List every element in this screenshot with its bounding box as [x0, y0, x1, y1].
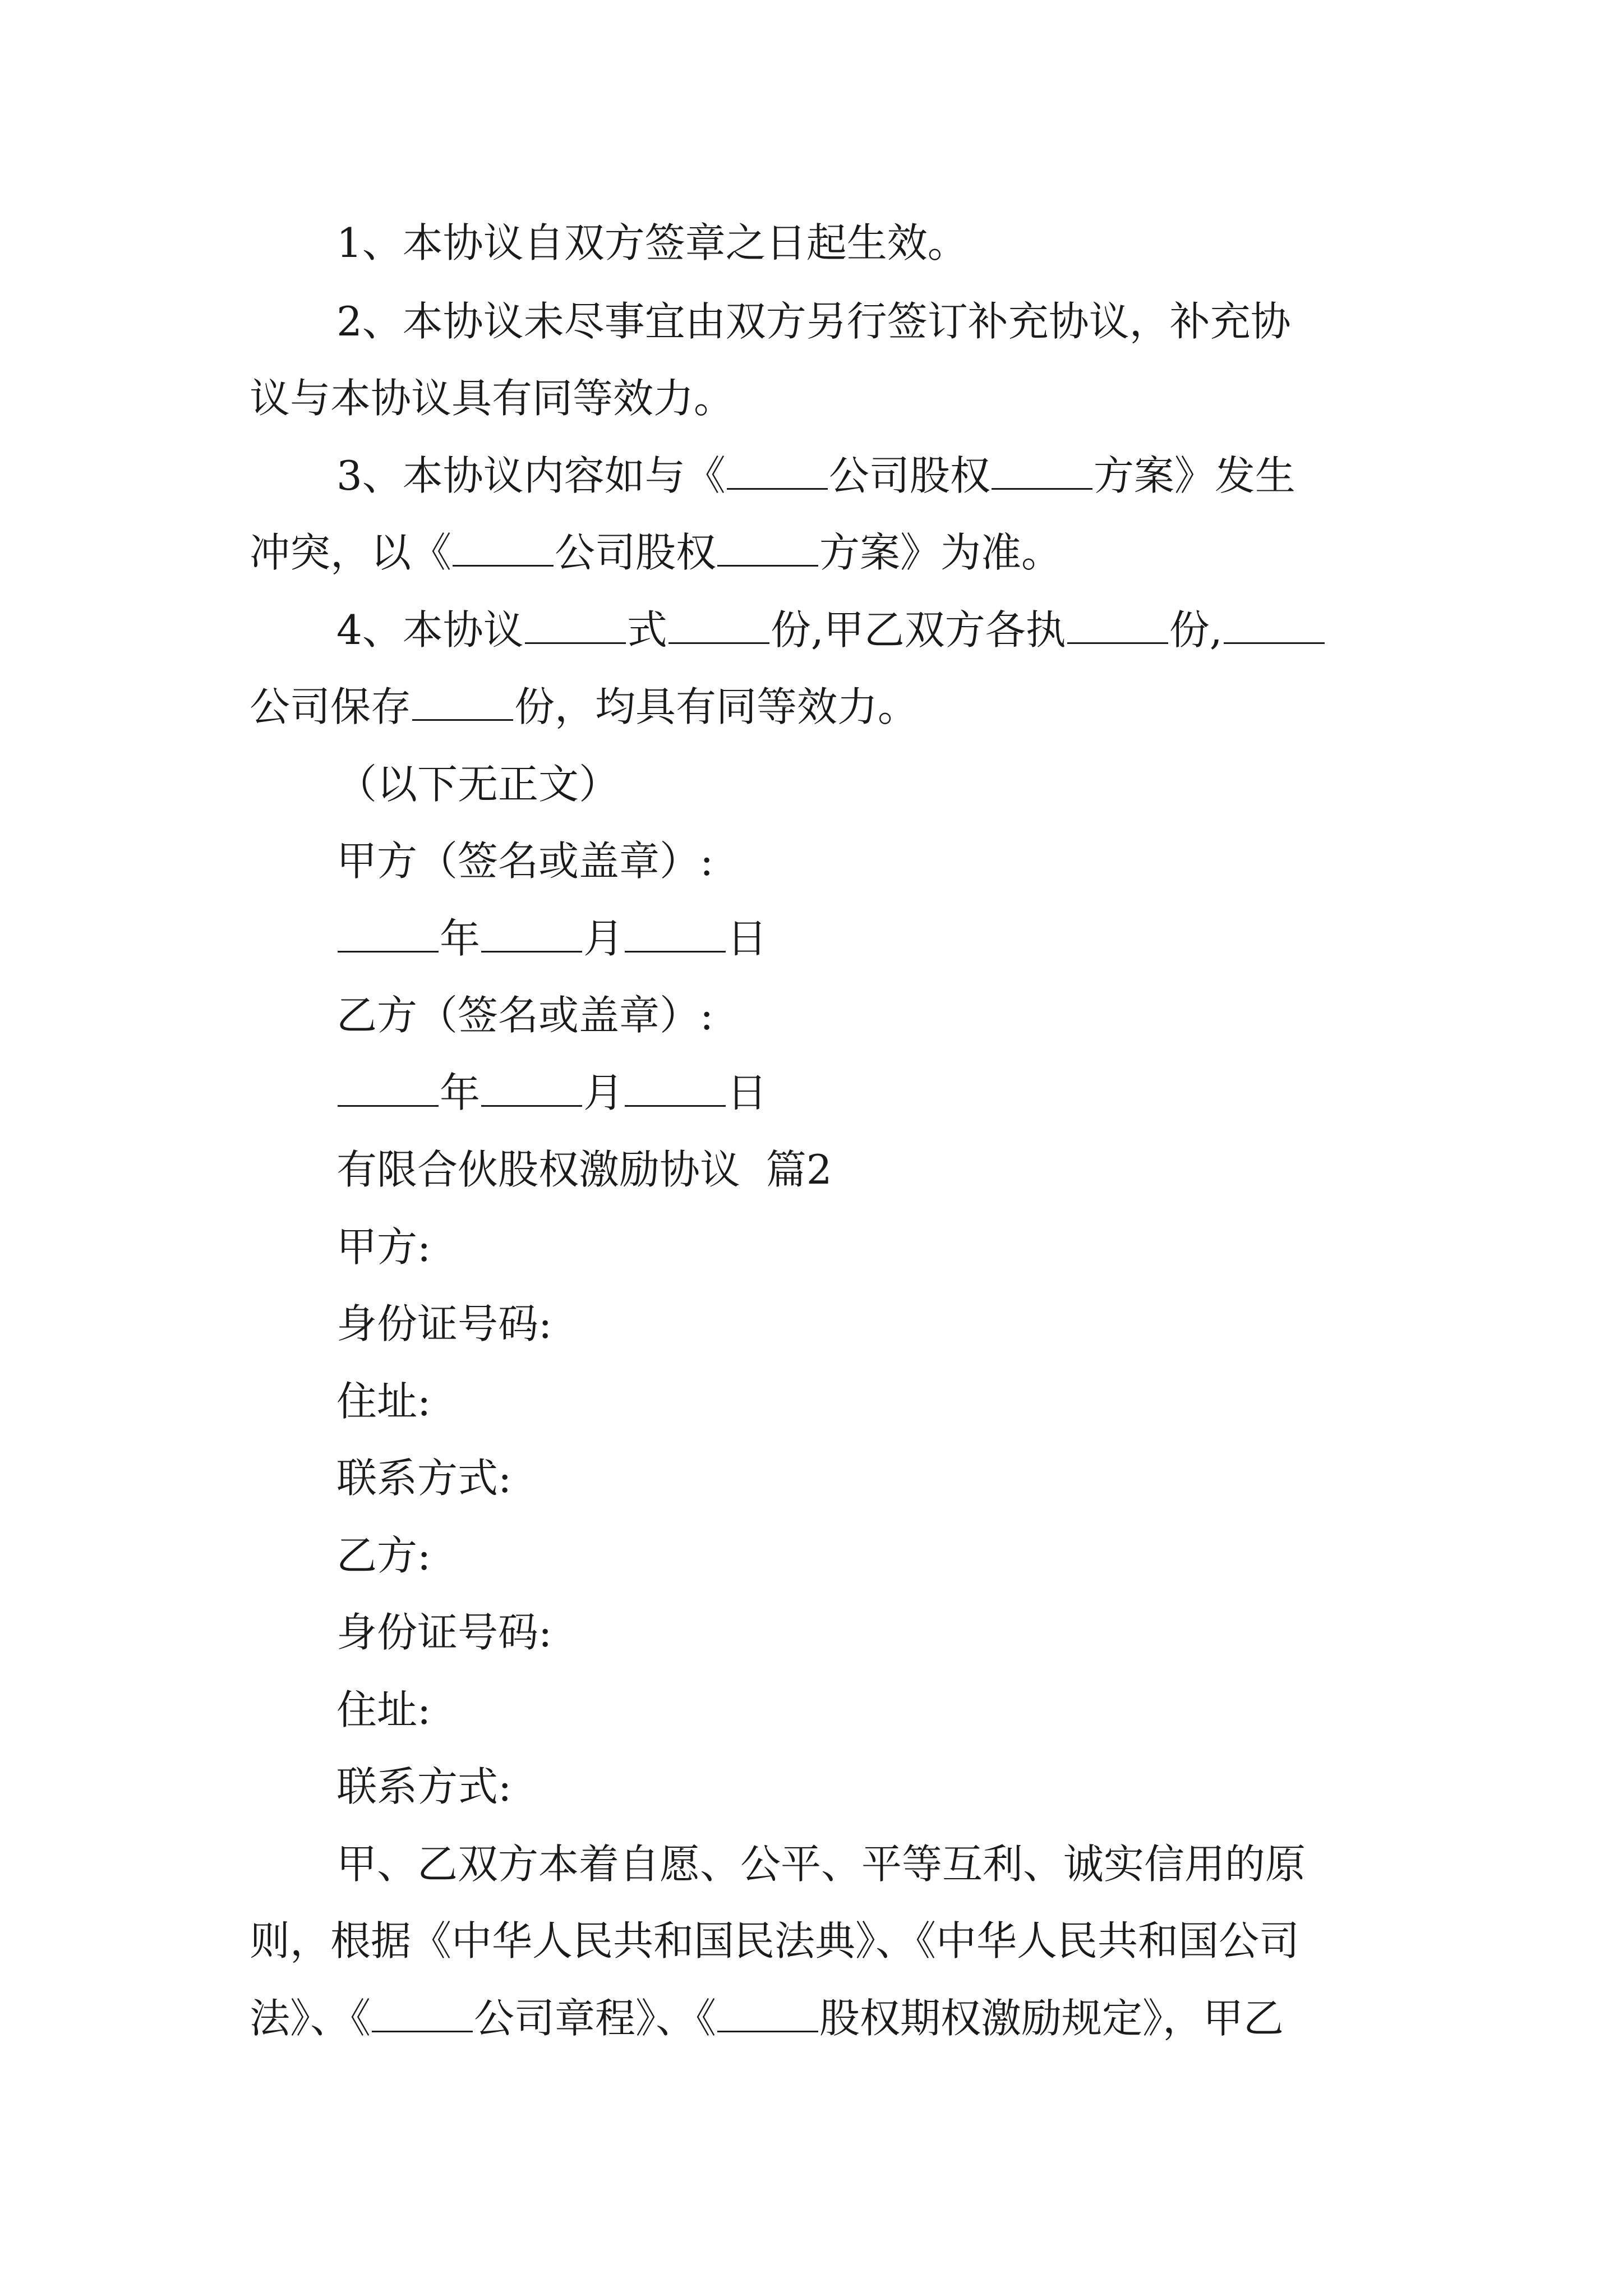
fill-blank — [372, 1997, 473, 2032]
clause-1: 1、本协议自双方签章之日起生效。 — [336, 219, 968, 266]
fill-blank — [992, 454, 1092, 490]
party-b-id-number: 身份证号码: — [336, 1609, 552, 1656]
section-title: 有限合伙股权激励协议 篇2 — [336, 1146, 832, 1193]
party-b-address: 住址: — [336, 1686, 431, 1733]
intro-line-3: 法》、《 公司章程》、《 股权期权激励规定》，甲乙 — [250, 1995, 1284, 2042]
fill-blank — [481, 1071, 582, 1107]
party-b-label: 乙方: — [336, 1532, 431, 1579]
fill-blank — [412, 685, 513, 721]
clause-2-line-1: 2、本协议未尽事宜由双方另行签订补充协议，补充协 — [336, 298, 1291, 345]
clause-3-line-2: 冲突，以《 公司股权 方案》为准。 — [250, 529, 1062, 576]
fill-blank — [668, 609, 769, 644]
party-a-label: 甲方: — [336, 1223, 431, 1271]
clause-4-line-1: 4、本协议 式 份,甲乙双方各执 份, — [0, 592, 1623, 669]
party-a-address: 住址: — [336, 1378, 431, 1425]
fill-blank — [338, 1071, 439, 1107]
fill-blank — [1224, 609, 1325, 644]
no-text-note: （以下无正文） — [336, 761, 620, 808]
fill-blank — [525, 609, 626, 644]
clause-3-line-1: 3、本协议内容如与《 公司股权 方案》发生 — [336, 452, 1295, 499]
fill-blank — [717, 1997, 818, 2032]
fill-blank — [727, 454, 828, 490]
party-b-signature: 乙方（签名或盖章）: — [336, 992, 714, 1039]
fill-blank — [625, 917, 726, 953]
fill-blank — [481, 917, 582, 953]
party-a-contact: 联系方式: — [336, 1455, 512, 1502]
fill-blank — [453, 531, 554, 567]
fill-blank — [1067, 609, 1168, 644]
fill-blank — [338, 917, 439, 953]
party-a-date: 年 月 日 — [0, 900, 1623, 977]
clause-2-line-2: 议与本协议具有同等效力。 — [250, 375, 735, 422]
fill-blank — [625, 1071, 726, 1107]
party-b-date: 年 月 日 — [0, 1055, 1623, 1131]
party-b-contact: 联系方式: — [336, 1763, 512, 1810]
fill-blank — [717, 531, 818, 567]
party-a-id-number: 身份证号码: — [336, 1300, 552, 1347]
party-a-signature: 甲方（签名或盖章）: — [336, 838, 714, 885]
intro-line-1: 甲、乙双方本着自愿、公平、平等互利、诚实信用的原 — [336, 1841, 1306, 1888]
intro-line-2: 则，根据《中华人民共和国民法典》、《中华人民共和国公司 — [250, 1917, 1300, 1964]
clause-4-line-2: 公司保存 份，均具有同等效力。 — [250, 683, 919, 730]
